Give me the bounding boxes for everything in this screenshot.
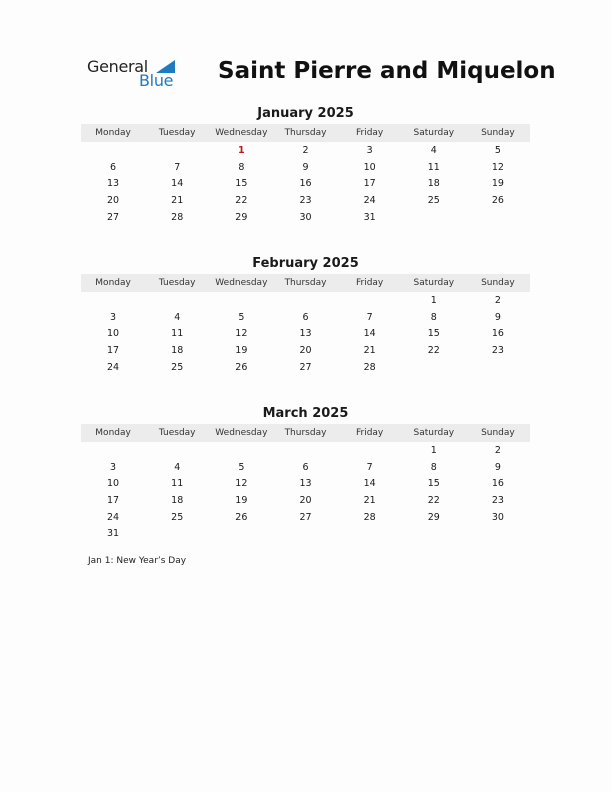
day-cell: 2	[494, 444, 501, 456]
weekday-label: Tuesday	[158, 278, 196, 288]
day-cell: 25	[171, 361, 184, 373]
day-cell: 24	[107, 511, 120, 523]
week-row	[81, 209, 530, 226]
day-cell: 4	[430, 144, 437, 156]
day-cell: 25	[427, 194, 440, 206]
holiday-note: Jan 1: New Year’s Day	[88, 556, 187, 566]
day-cell: 10	[107, 328, 120, 340]
month-title: March 2025	[262, 406, 349, 421]
day-cell: 14	[171, 178, 184, 190]
weekday-label: Friday	[355, 428, 384, 438]
week-row	[81, 175, 530, 192]
weekday-label: Monday	[95, 428, 131, 438]
week-row	[81, 309, 530, 326]
logo-text-blue: Blue	[139, 71, 174, 90]
day-cell: 12	[235, 478, 248, 490]
weekday-label: Thursday	[284, 428, 327, 438]
day-cell: 8	[430, 311, 437, 323]
day-cell: 7	[174, 161, 181, 173]
week-row	[81, 325, 530, 342]
weekday-label: Saturday	[413, 278, 455, 288]
day-cell: 9	[494, 311, 501, 323]
weekday-header-row	[81, 124, 530, 142]
day-cell: 15	[235, 178, 248, 190]
day-cell: 16	[491, 478, 504, 490]
weekday-header-row	[81, 424, 530, 442]
day-cell: 23	[491, 344, 504, 356]
day-cell: 12	[235, 328, 248, 340]
day-cell: 7	[366, 461, 373, 473]
day-cell: 2	[302, 144, 309, 156]
month-title: February 2025	[252, 256, 359, 271]
month-calendar-march	[81, 404, 530, 542]
day-cell: 13	[299, 478, 312, 490]
day-cell: 1	[430, 294, 437, 306]
day-cell: 18	[171, 494, 184, 506]
weekday-label: Friday	[355, 128, 384, 138]
day-cell: 19	[491, 178, 504, 190]
logo-text-general: General	[87, 57, 148, 76]
week-row	[81, 342, 530, 359]
day-cell: 26	[235, 511, 248, 523]
day-cell: 18	[427, 178, 440, 190]
day-cell: 20	[299, 344, 312, 356]
day-cell: 23	[299, 194, 312, 206]
day-cell: 31	[363, 211, 376, 223]
day-cell: 27	[107, 211, 120, 223]
day-cell: 1	[430, 444, 437, 456]
day-cell: 2	[494, 294, 501, 306]
day-cell: 6	[110, 161, 117, 173]
day-cell: 21	[363, 344, 376, 356]
day-cell: 10	[363, 161, 376, 173]
day-cell: 28	[363, 361, 376, 373]
day-cell: 29	[235, 211, 248, 223]
day-cell: 22	[427, 494, 440, 506]
day-cell: 21	[171, 194, 184, 206]
week-row	[81, 459, 530, 476]
weekday-label: Wednesday	[215, 128, 268, 138]
week-row	[81, 159, 530, 176]
month-title: January 2025	[257, 106, 354, 121]
day-cell: 3	[110, 311, 117, 323]
day-cell: 7	[366, 311, 373, 323]
week-row	[81, 475, 530, 492]
day-cell: 11	[171, 328, 184, 340]
day-cell: 3	[366, 144, 373, 156]
weekday-label: Sunday	[481, 428, 515, 438]
day-cell: 13	[107, 178, 120, 190]
day-cell: 28	[171, 211, 184, 223]
day-cell: 19	[235, 494, 248, 506]
day-cell: 30	[491, 511, 504, 523]
day-cell: 5	[494, 144, 501, 156]
week-row	[81, 492, 530, 509]
day-cell: 25	[171, 511, 184, 523]
weekday-label: Tuesday	[158, 128, 196, 138]
day-cell: 26	[491, 194, 504, 206]
month-calendar-january	[81, 104, 530, 225]
day-cell: 27	[299, 511, 312, 523]
day-cell: 8	[430, 461, 437, 473]
day-cell: 1	[238, 144, 245, 156]
day-cell: 12	[491, 161, 504, 173]
weekday-label: Thursday	[284, 128, 327, 138]
week-row	[81, 509, 530, 526]
weekday-label: Saturday	[413, 428, 455, 438]
day-cell: 20	[299, 494, 312, 506]
day-cell: 17	[107, 344, 120, 356]
generalblue-logo	[87, 57, 187, 93]
day-cell: 21	[363, 494, 376, 506]
weekday-label: Thursday	[284, 278, 327, 288]
day-cell: 24	[363, 194, 376, 206]
day-cell: 9	[302, 161, 309, 173]
day-cell: 17	[107, 494, 120, 506]
day-cell: 24	[107, 361, 120, 373]
week-row	[81, 359, 530, 376]
day-cell: 22	[427, 344, 440, 356]
week-row	[81, 525, 530, 542]
weekday-label: Wednesday	[215, 428, 268, 438]
day-cell: 11	[171, 478, 184, 490]
week-row	[81, 192, 530, 209]
day-cell: 18	[171, 344, 184, 356]
day-cell: 11	[427, 161, 440, 173]
day-cell: 22	[235, 194, 248, 206]
day-cell: 4	[174, 311, 181, 323]
week-row	[81, 442, 530, 459]
day-cell: 31	[107, 528, 120, 540]
day-cell: 29	[427, 511, 440, 523]
weekday-label: Saturday	[413, 128, 455, 138]
weekday-label: Monday	[95, 278, 131, 288]
day-cell: 4	[174, 461, 181, 473]
day-cell: 14	[363, 478, 376, 490]
day-cell: 27	[299, 361, 312, 373]
page-title: Saint Pierre and Miquelon	[218, 58, 556, 84]
day-cell: 10	[107, 478, 120, 490]
day-cell: 20	[107, 194, 120, 206]
day-cell: 28	[363, 511, 376, 523]
day-cell: 16	[299, 178, 312, 190]
weekday-label: Wednesday	[215, 278, 268, 288]
day-cell: 13	[299, 328, 312, 340]
day-cell: 23	[491, 494, 504, 506]
day-cell: 6	[302, 311, 309, 323]
day-cell: 9	[494, 461, 501, 473]
day-cell: 14	[363, 328, 376, 340]
day-cell: 15	[427, 478, 440, 490]
month-calendar-february	[81, 254, 530, 375]
weekday-label: Friday	[355, 278, 384, 288]
weekday-label: Tuesday	[158, 428, 196, 438]
weekday-label: Sunday	[481, 278, 515, 288]
day-cell: 16	[491, 328, 504, 340]
week-row	[81, 142, 530, 159]
day-cell: 17	[363, 178, 376, 190]
day-cell: 30	[299, 211, 312, 223]
day-cell: 5	[238, 461, 245, 473]
day-cell: 6	[302, 461, 309, 473]
day-cell: 3	[110, 461, 117, 473]
weekday-header-row	[81, 274, 530, 292]
week-row	[81, 292, 530, 309]
weekday-label: Sunday	[481, 128, 515, 138]
day-cell: 5	[238, 311, 245, 323]
day-cell: 8	[238, 161, 245, 173]
day-cell: 15	[427, 328, 440, 340]
day-cell: 19	[235, 344, 248, 356]
day-cell: 26	[235, 361, 248, 373]
weekday-label: Monday	[95, 128, 131, 138]
